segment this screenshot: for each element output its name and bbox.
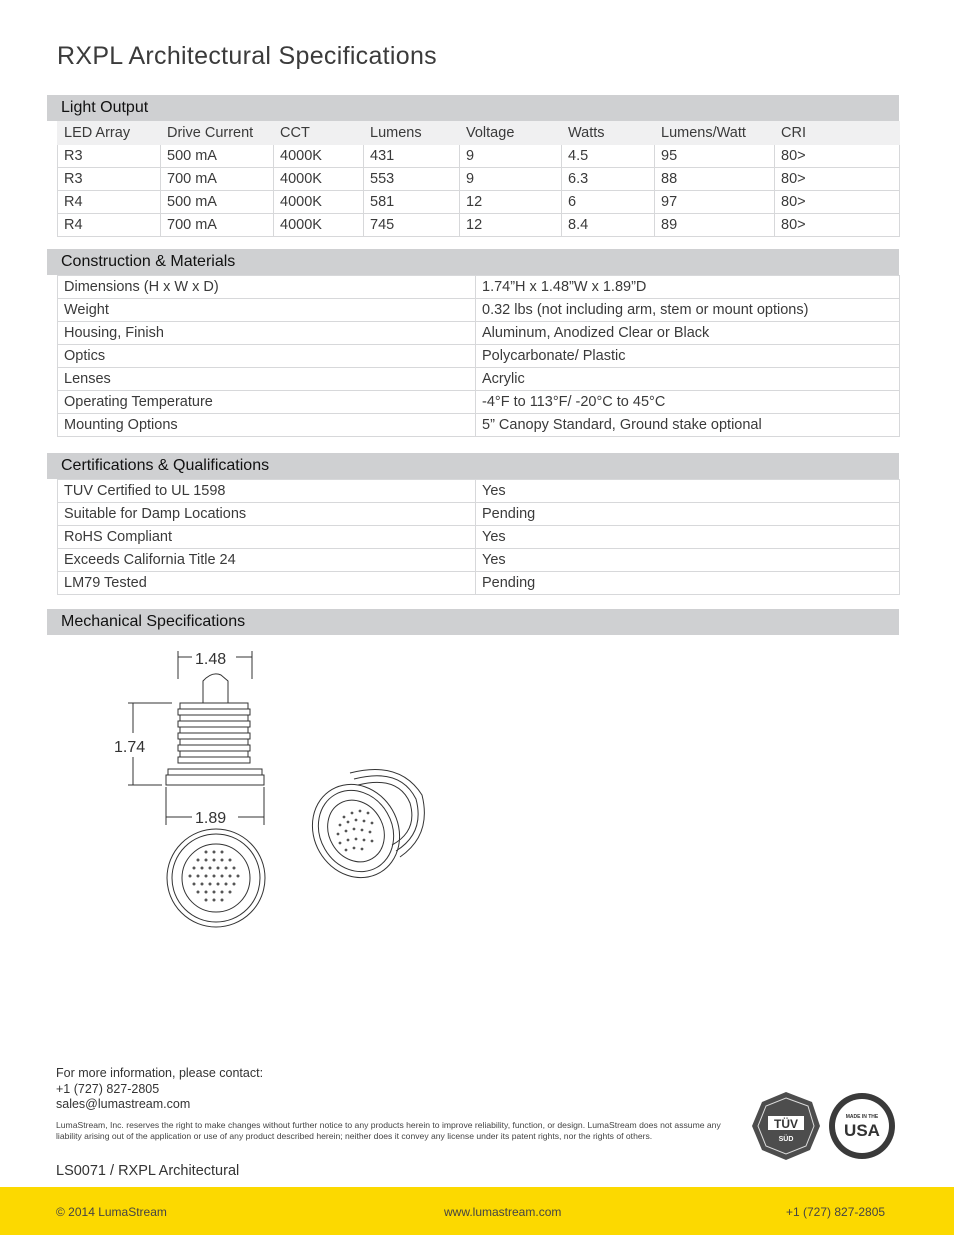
- footer-website-link[interactable]: www.lumastream.com: [444, 1205, 562, 1219]
- table-cell: 4000K: [274, 168, 364, 191]
- table-cell: R4: [58, 191, 161, 214]
- table-cell: R3: [58, 168, 161, 191]
- table-row: [58, 480, 900, 503]
- table-cell: 97: [655, 191, 775, 214]
- column-header: CRI: [775, 122, 900, 145]
- table-row: [58, 391, 900, 414]
- spec-label: Exceeds California Title 24: [58, 549, 476, 572]
- table-cell: R3: [58, 145, 161, 168]
- table-row: [58, 526, 900, 549]
- contact-block: [56, 1066, 263, 1113]
- spec-value: Polycarbonate/ Plastic: [476, 345, 900, 368]
- dimension-height-label: 1.74: [114, 739, 146, 756]
- table-cell: 6: [562, 191, 655, 214]
- spec-label: TUV Certified to UL 1598: [58, 480, 476, 503]
- table-cell: R4: [58, 214, 161, 237]
- tuv-sub-text: SÜD: [778, 1136, 794, 1143]
- table-cell: 80>: [775, 191, 900, 214]
- spec-value: -4°F to 113°F/ -20°C to 45°C: [476, 391, 900, 414]
- disclaimer-text: LumaStream, Inc. reserves the right to make changes without further notice to any products herein to improve reliability, function, or design. LumaStream does not assume any liability arising out of the application or use of any product described herein; neither does it convey any license under its patent rights, nor the rights of others.: [56, 1120, 721, 1141]
- spec-value: 5” Canopy Standard, Ground stake optional: [476, 414, 900, 437]
- footer-bar: [0, 1187, 954, 1235]
- table-row: [58, 299, 900, 322]
- table-cell: 745: [364, 214, 460, 237]
- spec-value: 1.74”H x 1.48”W x 1.89”D: [476, 276, 900, 299]
- section-header-mechanical: Mechanical Specifications: [47, 609, 899, 635]
- table-cell: 80>: [775, 145, 900, 168]
- column-header: Watts: [562, 122, 655, 145]
- table-cell: 4000K: [274, 145, 364, 168]
- spec-label: Housing, Finish: [58, 322, 476, 345]
- table-cell: 4.5: [562, 145, 655, 168]
- table-cell: 581: [364, 191, 460, 214]
- table-row: [58, 168, 900, 191]
- table-row: [58, 345, 900, 368]
- dimension-width-label: 1.48: [195, 651, 227, 668]
- spec-label: RoHS Compliant: [58, 526, 476, 549]
- table-cell: 4000K: [274, 191, 364, 214]
- table-cell: 4000K: [274, 214, 364, 237]
- mechanical-drawing: [100, 645, 440, 930]
- table-cell: 6.3: [562, 168, 655, 191]
- section-header-construction: Construction & Materials: [47, 249, 899, 275]
- tuv-sud-badge-icon: [752, 1092, 820, 1160]
- tuv-text: TÜV: [774, 1117, 798, 1131]
- table-cell: 500 mA: [161, 145, 274, 168]
- page-title: RXPL Architectural Specifications: [57, 42, 437, 70]
- table-row: [58, 572, 900, 595]
- spec-label: Weight: [58, 299, 476, 322]
- table-cell: 80>: [775, 214, 900, 237]
- spec-label: Suitable for Damp Locations: [58, 503, 476, 526]
- table-row: [58, 145, 900, 168]
- spec-label: Optics: [58, 345, 476, 368]
- table-row: [58, 322, 900, 345]
- light-output-table: [57, 121, 900, 237]
- table-cell: 89: [655, 214, 775, 237]
- spec-label: Operating Temperature: [58, 391, 476, 414]
- certification-badges: [750, 1088, 900, 1163]
- column-header: Lumens/Watt: [655, 122, 775, 145]
- made-in-usa-badge-icon: [829, 1093, 895, 1159]
- spec-label: Mounting Options: [58, 414, 476, 437]
- column-header: LED Array: [58, 122, 161, 145]
- table-cell: 9: [460, 145, 562, 168]
- spec-value: Yes: [476, 526, 900, 549]
- table-row: [58, 191, 900, 214]
- contact-phone: +1 (727) 827-2805: [56, 1081, 160, 1096]
- spec-label: Lenses: [58, 368, 476, 391]
- table-row: [58, 414, 900, 437]
- table-cell: 9: [460, 168, 562, 191]
- certifications-table: [57, 479, 900, 595]
- spec-value: Pending: [476, 572, 900, 595]
- table-row: [58, 549, 900, 572]
- table-cell: 431: [364, 145, 460, 168]
- table-row: [58, 368, 900, 391]
- table-cell: 553: [364, 168, 460, 191]
- spec-value: 0.32 lbs (not including arm, stem or mount options): [476, 299, 900, 322]
- light-output-header-row: [58, 122, 900, 145]
- spec-value: Acrylic: [476, 368, 900, 391]
- spec-label: LM79 Tested: [58, 572, 476, 595]
- usa-main-text: USA: [844, 1121, 880, 1140]
- table-cell: 80>: [775, 168, 900, 191]
- column-header: Voltage: [460, 122, 562, 145]
- table-cell: 88: [655, 168, 775, 191]
- construction-table: [57, 275, 900, 437]
- table-cell: 12: [460, 214, 562, 237]
- footer-copyright: © 2014 LumaStream: [56, 1205, 167, 1219]
- contact-email: sales@lumastream.com: [56, 1097, 191, 1111]
- section-header-light-output: Light Output: [47, 95, 899, 121]
- spec-label: Dimensions (H x W x D): [58, 276, 476, 299]
- footer-phone: +1 (727) 827-2805: [786, 1205, 886, 1219]
- contact-intro: For more information, please contact:: [56, 1066, 264, 1080]
- spec-value: Yes: [476, 549, 900, 572]
- spec-value: Pending: [476, 503, 900, 526]
- table-row: [58, 503, 900, 526]
- section-header-certifications: Certifications & Qualifications: [47, 453, 899, 479]
- table-cell: 700 mA: [161, 214, 274, 237]
- spec-value: Yes: [476, 480, 900, 503]
- column-header: Drive Current: [161, 122, 274, 145]
- column-header: Lumens: [364, 122, 460, 145]
- table-row: [58, 214, 900, 237]
- document-id: LS0071 / RXPL Architectural: [56, 1163, 240, 1179]
- table-row: [58, 276, 900, 299]
- dimension-depth-label: 1.89: [195, 810, 227, 827]
- table-cell: 700 mA: [161, 168, 274, 191]
- table-cell: 95: [655, 145, 775, 168]
- spec-value: Aluminum, Anodized Clear or Black: [476, 322, 900, 345]
- table-cell: 500 mA: [161, 191, 274, 214]
- usa-top-text: MADE IN THE: [845, 1114, 879, 1120]
- table-cell: 8.4: [562, 214, 655, 237]
- table-cell: 12: [460, 191, 562, 214]
- column-header: CCT: [274, 122, 364, 145]
